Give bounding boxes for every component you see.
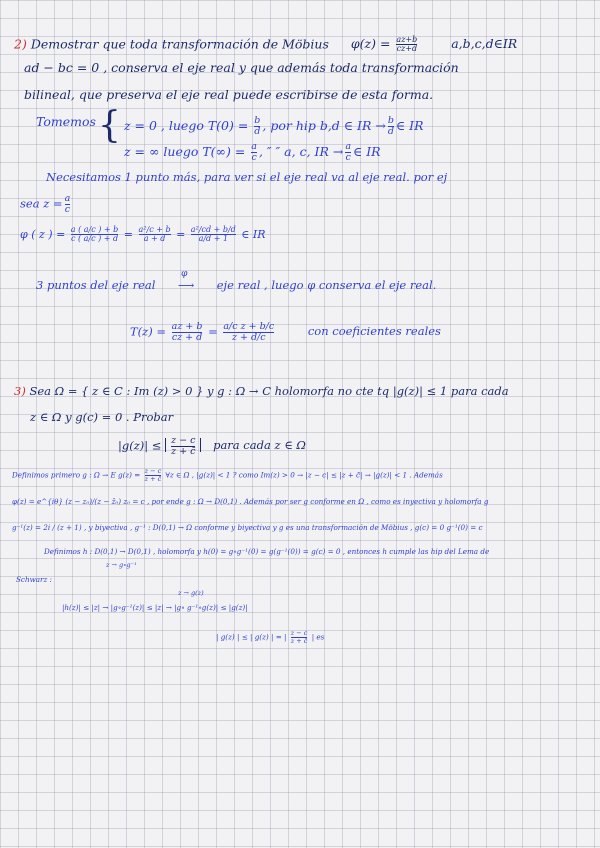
proof-line-2: φ(z) = e^{iθ} (z − z₀)/(z − z̄₀) z₀ = c , por ende g : Ω → D(0,1) . Además por ser g conforme en Ω , como es inyectiva y holomorfa g (12, 497, 489, 506)
three-points-line: 3 puntos del eje real φ ⟶ eje real , luego φ conserva el eje real. (36, 269, 437, 292)
proof-line-1: Definimos primero g : Ω → E g(z) = $\frac{z - c}{z + c̄}$ ∀z ∈ Ω , |g(z)| < 1 ? como Im(z) > 0 → |z − c| ≤ |z + c̄| → |g(z)| < 1 . Además (12, 467, 443, 483)
case-infinity: z = ∞ luego T(∞) = $\frac{a}{c}$ , ″ ″ a, c, IR → $\frac{a}{c}$ ∈ IR (124, 141, 381, 163)
proof-line-5: Schwarz : (16, 575, 52, 584)
proof-line-4-sub: z → g∘g⁻¹ (106, 561, 137, 569)
proof-line-6: |h(z)| ≤ |z| → |g∘g⁻¹(z)| ≤ |z| → |g∘ g⁻¹∘g(z)| ≤ |g(z)| (62, 603, 248, 612)
proof-line-4: Definimos h : D(0,1) → D(0,1) , holomorfa y h(0) = g∘g⁻¹(0) = g(g⁻¹(0)) = g(c) = 0 , entonces h cumple las hip del Lema de (44, 547, 490, 556)
proof-line-3: g⁻¹(z) = 2i / (z + 1) , y biyectiva , g⁻¹ : D(0,1) → Ω conforme y biyectiva y g es una transformación de Möbius , g(c) = 0 g⁻¹(0) = c (12, 523, 483, 532)
problem-2-statement-line-1: 2) Demostrar que toda transformación de Möbius φ(z) = $\frac{az+b}{cz+d}$ a,b,c,d∈IR (14, 35, 518, 54)
proof-line-6-top: z → g(z) (178, 589, 204, 597)
case-brace: { (98, 105, 121, 146)
proof-line-7: | g(z) | ≤ | g(z) | = | $\frac{z - c}{z + c̄}$ | es (216, 629, 325, 645)
problem-3-number: 3) (14, 384, 26, 398)
problem-2-statement-line-3: bilineal, que preserva el eje real puede escribirse de esta forma. (24, 87, 434, 102)
problem-3-inequality: |g(z)| ≤ $\frac{z - c}{z + c̄}$ para cada z ∈ Ω (118, 435, 306, 457)
case-zero: z = 0 , luego T(0) = $\frac{b}{d}$ , por hip b,d ∈ IR → $\frac{b}{d}$ ∈ IR (124, 115, 424, 137)
T-formula: T(z) = $\frac{az + b}{cz + d}$ = $\frac{\text{a/c z + b/c}}{z + d/c}$ con coeficientes reales (130, 321, 441, 343)
problem-3-statement-line-1: 3) Sea Ω = { z ∈ C : Im (z) > 0 } y g : Ω → C holomorfa no cte tq |g(z)| ≤ 1 para cada (14, 384, 509, 398)
tomemos-label: Tomemos (36, 114, 96, 129)
mobius-fraction: $\frac{az+b}{cz+d}$ (396, 35, 418, 54)
sea-line: sea z = $\frac{a}{c}$ (20, 193, 71, 215)
necesitamos-line: Necesitamos 1 punto más, para ver si el eje real va al eje real. por ej (46, 170, 448, 184)
phi-evaluation: φ ( z ) = $\frac{a ( a/c ) + b}{c ( a/c ) + d}$ = $\frac{\text{a²/c + b}}{a + d}$ = $\frac{\text{a²/cd + b/d}}{a/d + 1}$ ∈ IR (20, 225, 266, 244)
problem-2-statement-line-2: ad − bc = 0 , conserva el eje real y que además toda transformación (24, 60, 459, 75)
problem-3-statement-line-2: z ∈ Ω y g(c) = 0 . Probar (30, 410, 174, 424)
problem-2-number: 2) (14, 36, 27, 52)
